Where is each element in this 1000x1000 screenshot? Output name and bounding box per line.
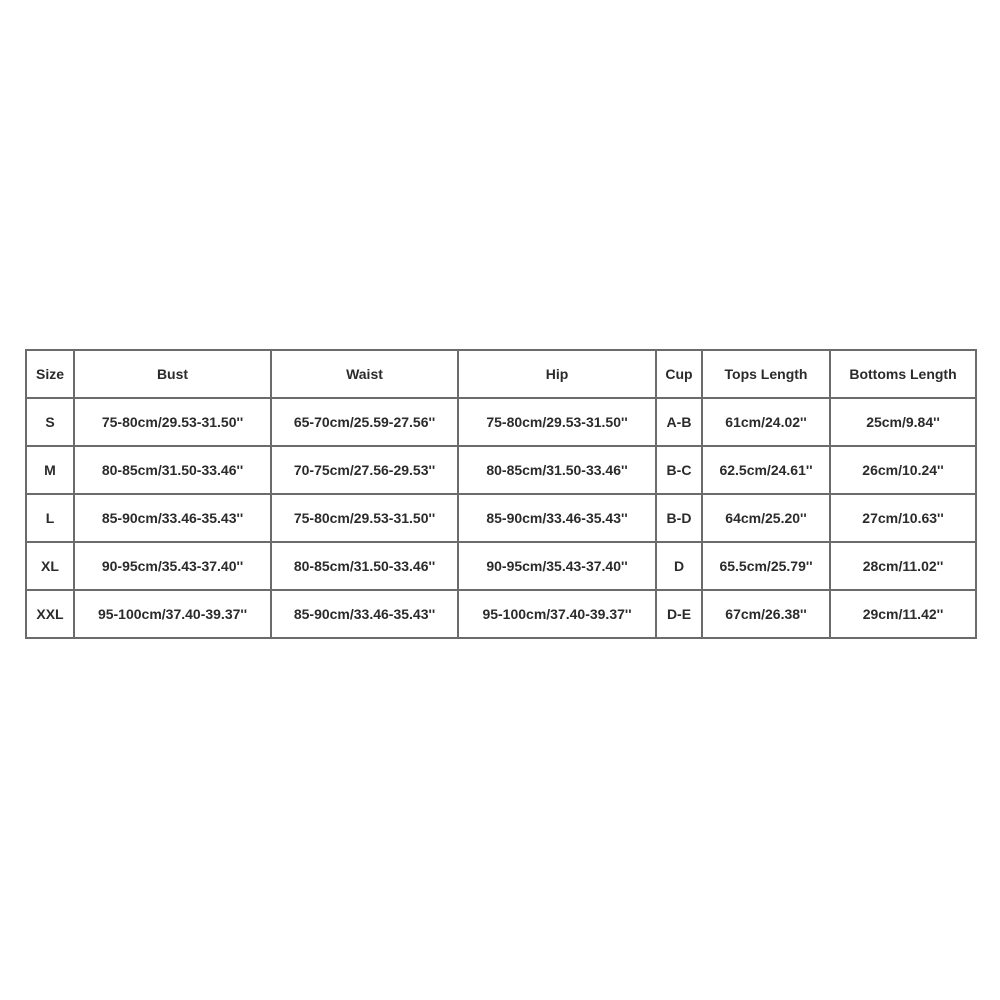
cell-cup: A-B: [656, 398, 702, 446]
cell-bottoms-length: 27cm/10.63'': [830, 494, 976, 542]
cell-tops-length: 61cm/24.02'': [702, 398, 830, 446]
cell-cup: D-E: [656, 590, 702, 638]
cell-waist: 80-85cm/31.50-33.46'': [271, 542, 458, 590]
header-hip: Hip: [458, 350, 656, 398]
cell-size: XL: [26, 542, 74, 590]
cell-bottoms-length: 26cm/10.24'': [830, 446, 976, 494]
cell-bust: 85-90cm/33.46-35.43'': [74, 494, 271, 542]
cell-cup: B-D: [656, 494, 702, 542]
cell-hip: 80-85cm/31.50-33.46'': [458, 446, 656, 494]
cell-size: XXL: [26, 590, 74, 638]
header-size: Size: [26, 350, 74, 398]
cell-waist: 85-90cm/33.46-35.43'': [271, 590, 458, 638]
cell-tops-length: 67cm/26.38'': [702, 590, 830, 638]
cell-hip: 75-80cm/29.53-31.50'': [458, 398, 656, 446]
cell-cup: B-C: [656, 446, 702, 494]
cell-tops-length: 62.5cm/24.61'': [702, 446, 830, 494]
header-row: [26, 350, 976, 398]
cell-tops-length: 64cm/25.20'': [702, 494, 830, 542]
header-bottoms-length: Bottoms Length: [830, 350, 976, 398]
header-cup: Cup: [656, 350, 702, 398]
cell-bust: 95-100cm/37.40-39.37'': [74, 590, 271, 638]
table-row: [26, 590, 976, 638]
cell-bust: 90-95cm/35.43-37.40'': [74, 542, 271, 590]
cell-size: S: [26, 398, 74, 446]
cell-bust: 75-80cm/29.53-31.50'': [74, 398, 271, 446]
table-row: [26, 398, 976, 446]
cell-hip: 85-90cm/33.46-35.43'': [458, 494, 656, 542]
cell-hip: 90-95cm/35.43-37.40'': [458, 542, 656, 590]
cell-bottoms-length: 25cm/9.84'': [830, 398, 976, 446]
size-chart-table: [25, 349, 977, 639]
cell-bust: 80-85cm/31.50-33.46'': [74, 446, 271, 494]
cell-waist: 75-80cm/29.53-31.50'': [271, 494, 458, 542]
cell-size: M: [26, 446, 74, 494]
cell-hip: 95-100cm/37.40-39.37'': [458, 590, 656, 638]
cell-tops-length: 65.5cm/25.79'': [702, 542, 830, 590]
table-row: [26, 542, 976, 590]
table-row: [26, 494, 976, 542]
header-waist: Waist: [271, 350, 458, 398]
header-tops-length: Tops Length: [702, 350, 830, 398]
cell-bottoms-length: 28cm/11.02'': [830, 542, 976, 590]
header-bust: Bust: [74, 350, 271, 398]
table-row: [26, 446, 976, 494]
cell-waist: 65-70cm/25.59-27.56'': [271, 398, 458, 446]
cell-size: L: [26, 494, 74, 542]
cell-waist: 70-75cm/27.56-29.53'': [271, 446, 458, 494]
cell-cup: D: [656, 542, 702, 590]
cell-bottoms-length: 29cm/11.42'': [830, 590, 976, 638]
